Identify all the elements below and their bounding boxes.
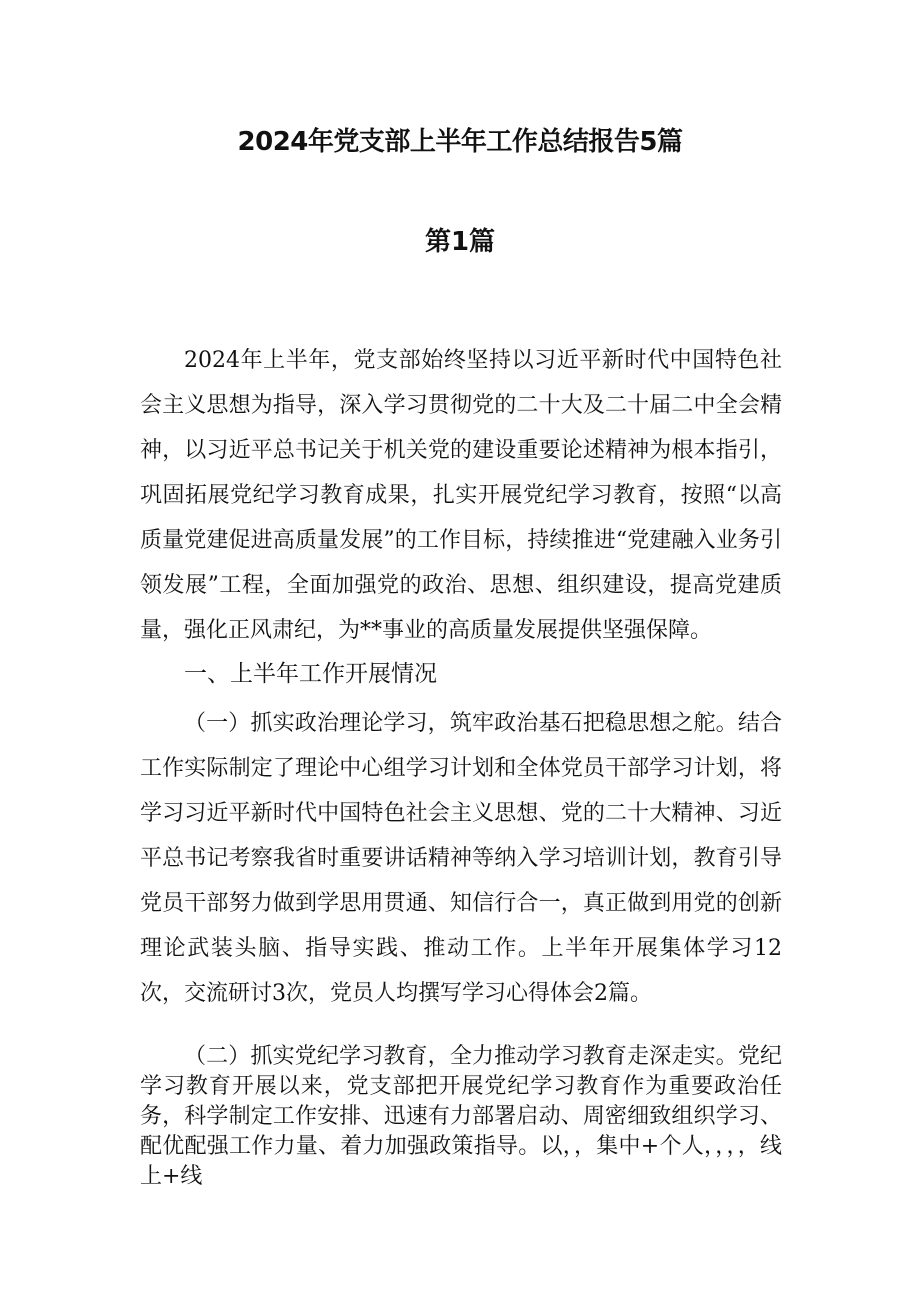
heading-work-status: 一、上半年工作开展情况 <box>184 661 437 687</box>
paragraph-discipline-education: （二）抓实党纪学习教育，全力推动学习教育走深走实。党纪学习教育开展以来，党支部把开展党纪学习教育作为重要政治任务，科学制定工作安排、迅速有力部署启动、周密细致组织学习、配优配强工作力量、着力加强政策指导。以，，集中+个人，，，，线上+线 <box>140 1044 782 1189</box>
paragraph-theory-study: （一）抓实政治理论学习，筑牢政治基石把稳思想之舵。结合工作实际制定了理论中心组学习计划和全体党员干部学习计划，将学习习近平新时代中国特色社会主义思想、党的二十大精神、习近平总书记考察我省时重要讲话精神等纳入学习培训计划，教育引导党员干部努力做到学思用贯通、知信行合一，真正做到用党的创新理论武装头脑、指导实践、推动工作。上半年开展集体学习12次，交流研讨3次，党员人均撰写学习心得体会2篇。 <box>140 711 782 1006</box>
section-title: 第1篇 <box>424 227 496 257</box>
document-title: 2024年党支部上半年工作总结报告5篇 <box>237 127 683 157</box>
intro-paragraph: 2024年上半年，党支部始终坚持以习近平新时代中国特色社会主义思想为指导，深入学习贯彻党的二十大及二十届二中全会精神，以习近平总书记关于机关党的建设重要论述精神为根本指引，巩固拓展党纪学习教育成果，扎实开展党纪学习教育，按照“以高质量党建促进高质量发展”的工作目标，持续推进“党建融入业务引领发展”工程，全面加强党的政治、思想、组织建设，提高党建质量，强化正风肃纪，为**事业的高质量发展提供坚强保障。 <box>140 348 782 643</box>
